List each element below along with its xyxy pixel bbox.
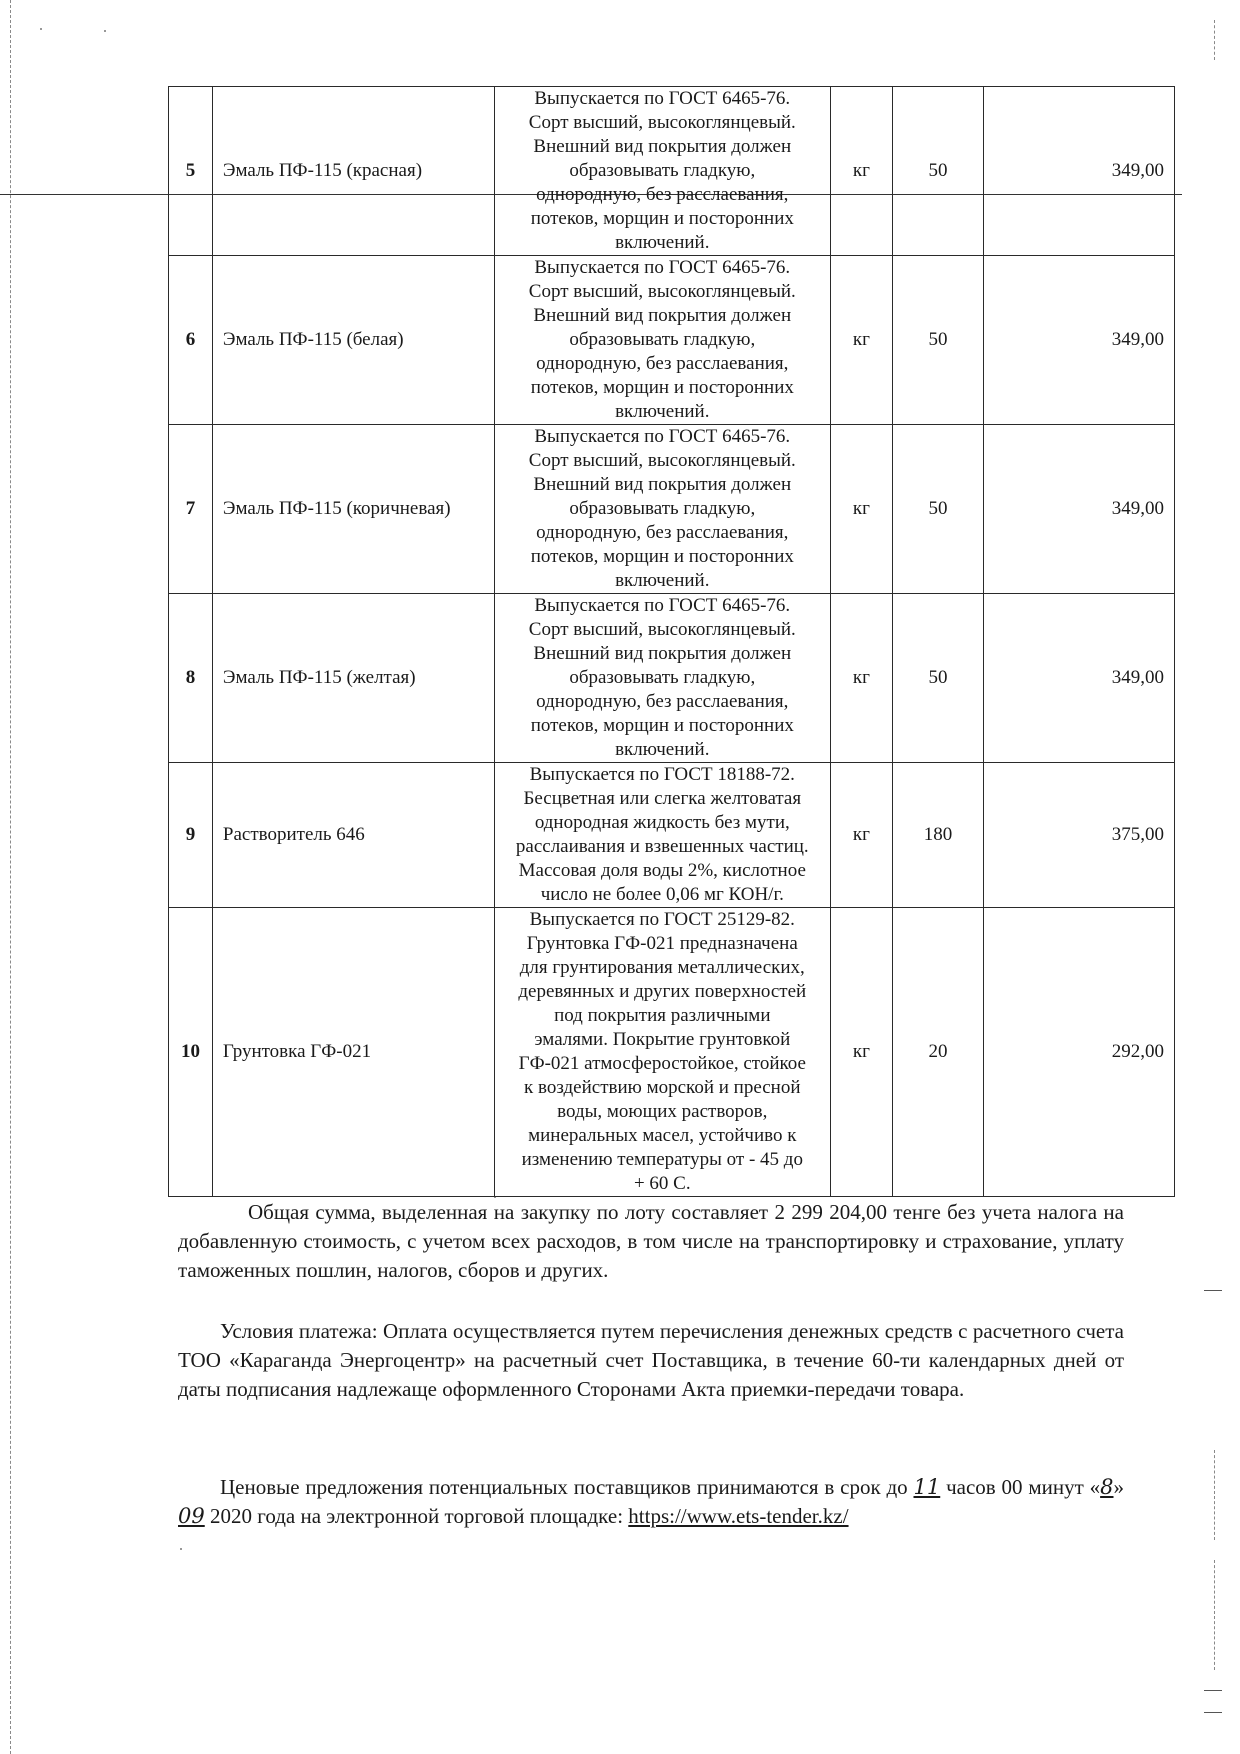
table-row [169,256,1175,425]
item-name: Грунтовка ГФ-021 [212,908,494,1197]
item-description-line: + 60 С. [633,1173,691,1194]
item-description-line: Выпускается по ГОСТ 6465-76. [534,88,791,109]
item-description-line: Внешний вид покрытия должен [533,643,792,664]
scan-mark [1204,1290,1222,1291]
table-row [169,908,1175,1197]
handwritten-day: 8 [1100,1475,1114,1499]
scan-mark [1204,1712,1222,1713]
item-description-line: включений. [615,739,710,760]
item-name: Эмаль ПФ-115 (коричневая) [212,425,494,594]
item-description-line: ГФ-021 атмосферостойкое, стойкое [518,1053,806,1074]
item-price: 349,00 [983,425,1174,594]
item-description-line: образовывать гладкую, [569,160,756,181]
item-description-line: Сорт высший, высокоглянцевый. [528,450,796,471]
item-unit: кг [830,256,892,425]
item-description-line: потеков, морщин и посторонних [530,715,794,736]
item-description-line: однородную, без расслаевания, [536,522,789,543]
item-description-line: Грунтовка ГФ-021 предназначена [526,933,798,954]
item-description-line: включений. [615,570,710,591]
item-description-line: образовывать гладкую, [569,667,756,688]
row-number: 7 [169,425,213,594]
item-price: 349,00 [983,594,1174,763]
item-description-line: Внешний вид покрытия должен [533,474,792,495]
item-unit: кг [830,87,892,256]
item-description-line: минеральных масел, устойчиво к [528,1125,797,1146]
item-price: 292,00 [983,908,1174,1197]
item-price: 375,00 [983,763,1174,908]
item-description-line: Выпускается по ГОСТ 6465-76. [534,595,791,616]
item-description-line: Сорт высший, высокоглянцевый. [528,281,796,302]
item-name: Эмаль ПФ-115 (красная) [212,87,494,256]
row-number: 6 [169,256,213,425]
item-description-line: изменению температуры от - 45 до [521,1149,803,1170]
item-unit: кг [830,763,892,908]
item-description-line: потеков, морщин и посторонних [530,546,794,567]
row-number: 5 [169,87,213,256]
item-description-line: Внешний вид покрытия должен [533,305,792,326]
item-price: 349,00 [983,256,1174,425]
item-description-line: Выпускается по ГОСТ 25129-82. [529,909,795,930]
row-number: 8 [169,594,213,763]
item-description-line: число не более 0,06 мг КОН/г. [540,884,784,905]
item-description-line: потеков, морщин и посторонних [530,208,794,229]
item-quantity: 50 [893,87,984,256]
item-description-line: Выпускается по ГОСТ 6465-76. [534,426,791,447]
payment-terms-paragraph [178,1317,1124,1404]
scan-mark [1214,20,1216,60]
item-description-line: для грунтирования металлических, [519,957,805,978]
item-name: Эмаль ПФ-115 (белая) [212,256,494,425]
ets-tender-link[interactable]: https://www.ets-tender.kz/ [628,1504,849,1528]
item-quantity: 50 [893,425,984,594]
scan-mark [1214,1450,1216,1540]
table-row [169,763,1175,908]
item-description [494,594,830,763]
item-description-line: Выпускается по ГОСТ 18188-72. [529,764,795,785]
row-number: 10 [169,908,213,1197]
item-description-line: Внешний вид покрытия должен [533,136,792,157]
item-description [494,87,830,256]
item-description-line: Выпускается по ГОСТ 6465-76. [534,257,791,278]
items-table [168,86,1175,1197]
deadline-text: часов 00 минут « [940,1475,1101,1499]
deadline-text: 2020 года на электронной торговой площадке: [204,1504,629,1528]
item-description-line: однородную, без расслаевания, [536,184,789,205]
item-description-line: потеков, морщин и посторонних [530,377,794,398]
scan-speck [180,1548,182,1550]
scan-mark [1214,1560,1216,1670]
item-price: 349,00 [983,87,1174,256]
deadline-paragraph [178,1473,1124,1531]
item-quantity: 180 [893,763,984,908]
handwritten-hour: 11 [913,1475,941,1499]
table-row [169,87,1175,256]
item-quantity: 20 [893,908,984,1197]
item-description-line: однородную, без расслаевания, [536,353,789,374]
item-description-line: однородная жидкость без мути, [534,812,790,833]
item-description [494,908,830,1197]
item-description-line: Бесцветная или слегка желтоватая [523,788,802,809]
item-description [494,256,830,425]
scan-speck [104,30,106,32]
total-sum-text: Общая сумма, выделенная на закупку по лоту составляет 2 299 204,00 тенге без учета налога на добавленную стоимость, с учетом всех расходов, в том числе на транспортировку и страхование, уплату таможенных пошлин, налогов, сборов и других. [178,1200,1124,1282]
item-description-line: Сорт высший, высокоглянцевый. [528,112,796,133]
item-description-line: эмалями. Покрытие грунтовкой [534,1029,791,1050]
item-description-line: Сорт высший, высокоглянцевый. [528,619,796,640]
total-sum-paragraph [178,1198,1124,1285]
item-description-line: включений. [615,232,710,253]
deadline-text: » [1113,1475,1124,1499]
item-description [494,425,830,594]
item-unit: кг [830,425,892,594]
item-description-line: образовывать гладкую, [569,498,756,519]
items-table-body [169,87,1175,1197]
table-row [169,594,1175,763]
item-unit: кг [830,594,892,763]
scan-edge-line [10,0,12,1754]
row-number: 9 [169,763,213,908]
item-name: Эмаль ПФ-115 (желтая) [212,594,494,763]
table-row [169,425,1175,594]
item-description-line: включений. [615,401,710,422]
scan-speck [40,28,42,30]
item-name: Растворитель 646 [212,763,494,908]
item-description-line: воды, моющих растворов, [557,1101,768,1122]
item-description-line: образовывать гладкую, [569,329,756,350]
item-description [494,763,830,908]
item-description-line: Массовая доля воды 2%, кислотное [518,860,806,881]
item-quantity: 50 [893,256,984,425]
handwritten-month: 09 [178,1504,205,1528]
item-description-line: деревянных и других поверхностей [518,981,807,1002]
item-description-line: под покрытия различными [554,1005,771,1026]
deadline-text: Ценовые предложения потенциальных поставщиков принимаются в срок до [220,1475,914,1499]
item-unit: кг [830,908,892,1197]
payment-terms-text: Условия платежа: Оплата осуществляется путем перечисления денежных средств с расчетного счета ТОО «Караганда Энергоцентр» на расчетный счет Поставщика, в течение 60-ти календарных дней от даты подписания надлежаще оформленного Сторонами Акта приемки-передачи товара. [178,1319,1124,1401]
item-description-line: к воздействию морской и пресной [524,1077,801,1098]
item-description-line: однородную, без расслаевания, [536,691,789,712]
scan-mark [1204,1690,1222,1691]
item-description-line: расслаивания и взвешенных частиц. [515,836,809,857]
item-quantity: 50 [893,594,984,763]
